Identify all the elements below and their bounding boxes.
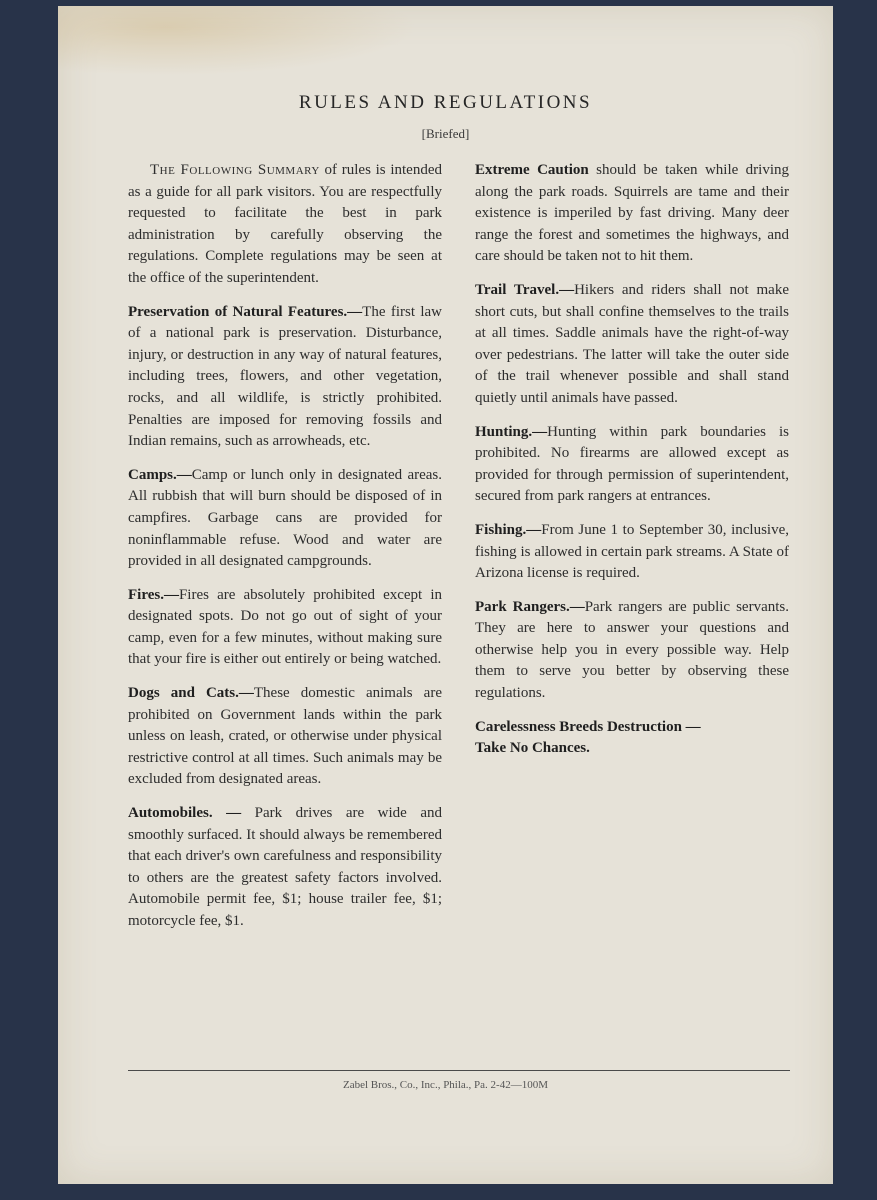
document-page [58,6,833,1184]
section-text: Hikers and riders shall not make short cuts, but shall confine themselves to the trails at all times. Saddle animals have the right-of-way over pedestrians. The latter will take the outer side of the trail whenever possible and shall stand quietly until animals have passed. [475,281,789,406]
section-heading: Trail Travel.— [475,281,575,298]
intro-lead: The Following Summary [150,162,320,178]
section-heading: Fishing.— [475,521,542,538]
closing-motto [475,717,789,760]
section-extreme-caution [475,160,789,268]
section-text: From June 1 to September 30, inclusive, fishing is allowed in certain park streams. A State of Arizona license is required. [475,521,789,582]
footer-rule [128,1070,790,1071]
section-heading: Preservation of Natural Features.— [128,303,363,320]
section-text: Camp or lunch only in designated areas. All rubbish that will burn should be disposed of in campfires. Garbage cans are provided for noninflammable refuse. Wood and water are provided in all designated campgrounds. [128,466,442,570]
section-heading: Hunting.— [475,423,548,440]
closing-line-2: Take No Chances. [475,740,590,757]
printer-imprint: Zabel Bros., Co., Inc., Phila., Pa. 2-42—100M [342,1079,548,1091]
section-heading: Fires.— [128,586,179,603]
page-subtitle: [Briefed] [421,126,470,141]
section-dogs-cats [128,683,442,791]
intro-text: of rules is intended as a guide for all park visitors. You are respectfully requested to facilitate the best in park administration by carefully observing the regulations. Complete regulations may be seen at the office of the superintendent. [128,162,442,286]
page-title: RULES AND REGULATIONS [298,92,593,113]
section-trail-travel [475,280,789,410]
section-text: These domestic animals are prohibited on Government lands within the park unless on leash, crated, or otherwise under physical restrictive control at all times. Such animals may be excluded from designated areas. [128,685,442,788]
intro-paragraph [128,160,442,290]
section-text: should be taken while driving along the park roads. Squirrels are tame and their existence is imperiled by fast driving. Many deer range the forest and sometimes the highways, and care should be taken not to hit them. [475,162,789,265]
section-heading: Dogs and Cats.— [128,685,254,702]
left-column [128,160,442,945]
paper-stain [58,6,418,76]
section-fires [128,585,442,671]
section-park-rangers [475,597,789,705]
section-text: The first law of a national park is preservation. Disturbance, injury, or destruction in any way of natural features, including trees, flowers, and other vegetation, rocks, and all wildlife, is strictly prohibited. Penalties are imposed for removing fossils and Indian remains, such as arrowheads, etc. [128,303,442,450]
section-heading: Park Rangers.— [475,598,585,615]
section-automobiles [128,803,442,933]
closing-line-1: Carelessness Breeds Destruction — [475,718,701,735]
section-text: Park rangers are public servants. They are here to answer your questions and otherwise help you in every possible way. Help them to serve you better by observing these regulations. [475,598,789,702]
section-heading: Automobiles. — [128,805,255,822]
section-heading: Camps.— [128,466,192,483]
right-column [475,160,789,772]
section-text: Fires are absolutely prohibited except in designated spots. Do not go out of sight of your camp, even for a few minutes, without making sure that your fire is either out entirely or being watched. [128,586,442,668]
section-heading: Extreme Caution [475,162,589,178]
section-text: Park drives are wide and smoothly surfaced. It should always be remembered that each driver's own carefulness and responsibility to others are the greatest safety factors involved. Automobile permit fee, $1; house trailer fee, $1; motorcycle fee, $1. [128,805,443,929]
section-fishing [475,520,789,585]
section-camps [128,465,442,573]
section-hunting [475,422,789,508]
section-text: Hunting within park boundaries is prohibited. No firearms are allowed except as provided for through permission of superintendent, secured from park rangers at entrances. [475,423,789,505]
section-preservation [128,302,442,453]
